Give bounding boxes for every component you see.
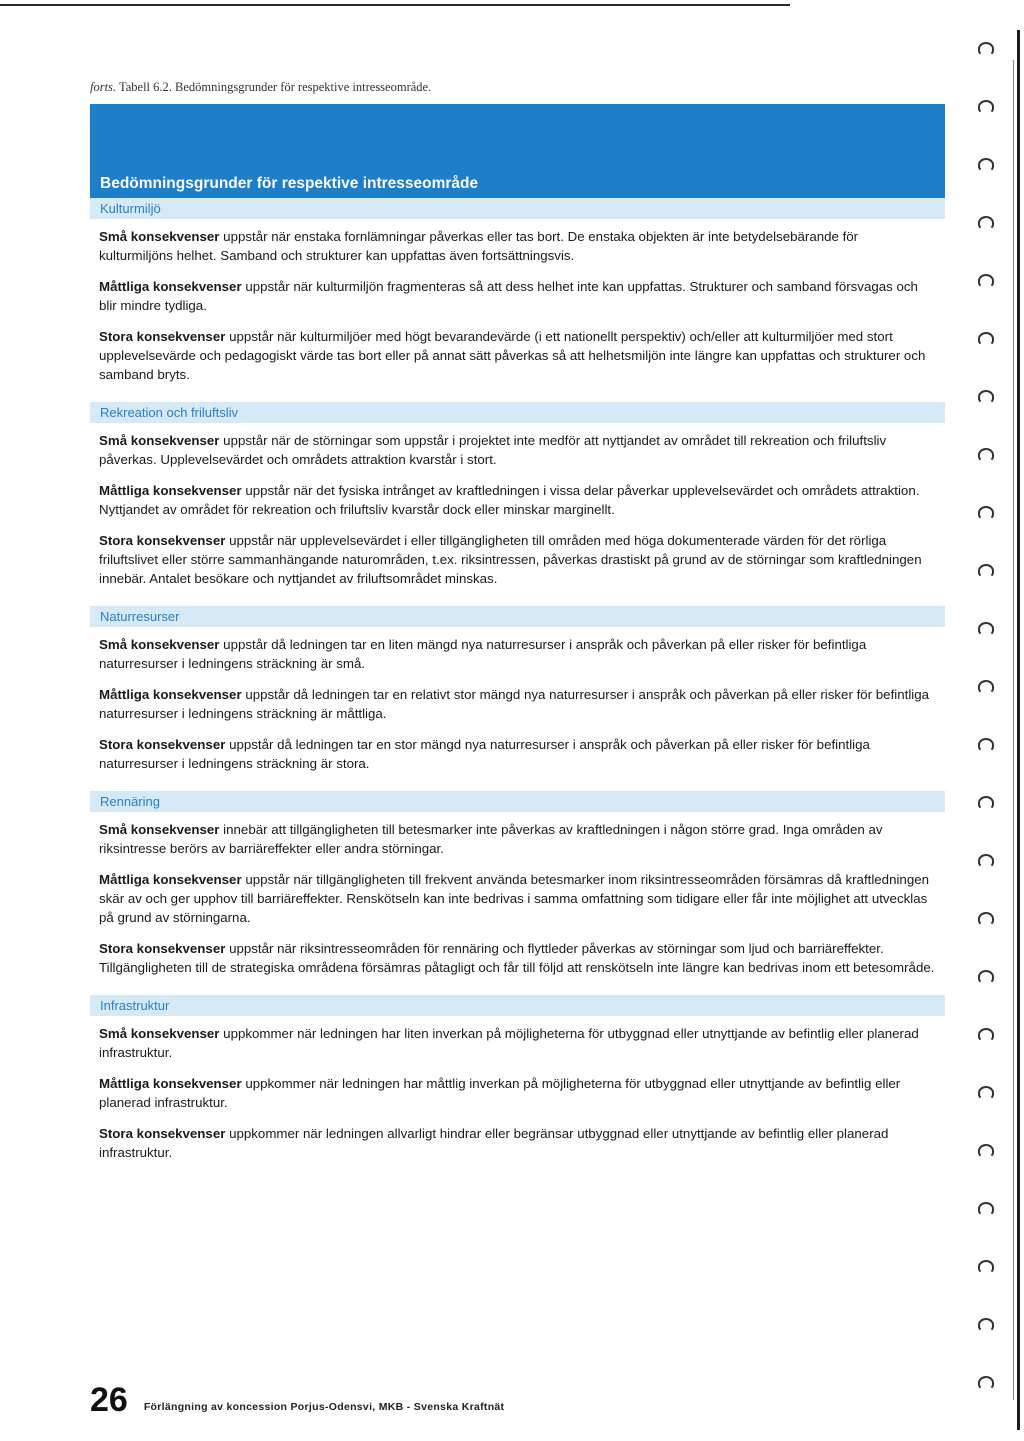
page-footer [90,1377,504,1417]
criteria-paragraph [99,277,935,315]
binding-ring [978,506,994,520]
binding-ring [978,42,994,56]
criteria-paragraph [99,431,935,469]
binding-ring [978,796,994,810]
binding-ring [978,1086,994,1100]
page-edge [1017,30,1020,1430]
section-heading: Naturresurser [90,606,945,627]
criteria-paragraph [99,870,935,927]
binding-ring [978,390,994,404]
spiral-binding [964,0,1024,1441]
binding-ring [978,448,994,462]
consequence-level: Måttliga konsekvenser [99,872,242,887]
criteria-paragraph [99,635,935,673]
section-body [90,1016,945,1180]
criteria-paragraph [99,227,935,265]
top-rule [0,4,790,6]
table-caption [90,80,431,95]
criteria-text: innebär att tillgängligheten till betesmarker inte påverkas av kraftledningen i någon större grad. Inga områden av riksintresse berörs av barriäreffekter eller andra störningar. [99,822,883,856]
consequence-level: Måttliga konsekvenser [99,1076,242,1091]
criteria-text: uppstår när enstaka fornlämningar påverkas eller tas bort. De enstaka objekten är inte betydelsebärande för kulturmiljöns helhet. Samband och strukturer kan uppfattas även fortsättningsvis. [99,229,859,263]
footer-text: Förlängning av koncession Porjus-Odensvi, MKB - Svenska Kraftnät [143,1401,505,1413]
consequence-level: Stora konsekvenser [99,941,226,956]
criteria-paragraph [99,531,935,588]
criteria-paragraph [99,735,935,773]
criteria-text: uppstår när riksintresseområden för rennäring och flyttleder påverkas av störningar som ljud och barriäreffekter. Tillgängligheten till de strategiska områdena försämras påtagligt och får till följd att renskötseln inte längre kan bedrivas inom ett betesområde. [99,941,935,975]
criteria-text: uppkommer när ledningen har liten inverkan på möjligheterna för utbyggnad eller utnyttjande av befintlig eller planerad infrastruktur. [99,1026,919,1060]
consequence-level: Små konsekvenser [99,229,220,244]
consequence-level: Stora konsekvenser [99,737,226,752]
section-body [90,219,945,402]
section-heading: Kulturmiljö [90,198,945,219]
consequence-level: Stora konsekvenser [99,1126,226,1141]
assessment-table [90,104,945,1180]
binding-ring [978,1260,994,1274]
criteria-paragraph [99,327,935,384]
binding-ring [978,622,994,636]
page-number: 26 [90,1381,128,1419]
consequence-level: Måttliga konsekvenser [99,483,242,498]
table-title: Bedömningsgrunder för respektive intresseområde [100,175,479,192]
consequence-level: Stora konsekvenser [99,533,226,548]
criteria-text: uppkommer när ledningen har måttlig inverkan på möjligheterna för utbyggnad eller utnyttjande av befintlig eller planerad infrastruktur. [99,1076,901,1110]
criteria-paragraph [99,939,935,977]
binding-ring [978,738,994,752]
caption-prefix: forts. [90,80,117,94]
criteria-paragraph [99,1074,935,1112]
consequence-level: Små konsekvenser [99,433,220,448]
consequence-level: Måttliga konsekvenser [99,687,242,702]
criteria-paragraph [99,481,935,519]
criteria-paragraph [99,1024,935,1062]
criteria-paragraph [99,685,935,723]
section-body [90,812,945,995]
table-sections [90,198,945,1180]
binding-ring [978,1144,994,1158]
binding-ring [978,1028,994,1042]
section-body [90,423,945,606]
criteria-paragraph [99,820,935,858]
consequence-level: Små konsekvenser [99,1026,220,1041]
binding-ring [978,912,994,926]
binding-ring [978,970,994,984]
binding-ring [978,1202,994,1216]
binding-ring [978,158,994,172]
binding-ring [978,564,994,578]
caption-text: Tabell 6.2. Bedömningsgrunder för respektive intresseområde. [118,80,432,94]
criteria-text: uppstår när det fysiska intrånget av kraftledningen i vissa delar påverkar upplevelsevärdet och områdets attraktion. Nyttjandet av området för rekreation och friluftsliv kvarstår dock eller minskar marginellt. [99,483,920,517]
consequence-level: Stora konsekvenser [99,329,226,344]
section-body [90,627,945,791]
criteria-text: uppkommer när ledningen allvarligt hindrar eller begränsar utbyggnad eller utnyttjande av befintlig eller planerad infrastruktur. [99,1126,889,1160]
criteria-text: uppstår när upplevelsevärdet i eller tillgängligheten till områden med höga dokumenterade värden för det rörliga friluftslivet eller större sammanhängande naturområden, t.ex. riksintressen, påverkas drastiskt på grund av de störningar som kraftledningen innebär. Antalet besökare och nyttjandet av friluftsområdet minskas. [99,533,922,586]
binding-ring [978,1376,994,1390]
binding-ring [978,100,994,114]
section-heading: Infrastruktur [90,995,945,1016]
binding-ring [978,680,994,694]
criteria-text: uppstår när de störningar som uppstår i projektet inte medför att nyttjandet av området till rekreation och friluftsliv påverkas. Upplevelsevärdet och områdets attraktion kvarstår i stort. [99,433,887,467]
criteria-text: uppstår då ledningen tar en stor mängd nya naturresurser i anspråk och påverkan på eller risker för befintliga naturresurser i ledningens sträckning är stora. [99,737,870,771]
binding-ring [978,1318,994,1332]
consequence-level: Måttliga konsekvenser [99,279,242,294]
criteria-text: uppstår när kulturmiljöer med högt bevarandevärde (i ett nationellt perspektiv) och/eller att kulturmiljöer med stort upplevelsevärde och pedagogiskt värde tas bort eller på annat sätt påverkas så att helhetsmiljön inte längre kan uppfattas och strukturer och samband bryts. [99,329,926,382]
criteria-text: uppstår då ledningen tar en relativt stor mängd nya naturresurser i anspråk och påverkan på eller risker för befintliga naturresurser i ledningens sträckning är måttliga. [99,687,930,721]
section-heading: Rekreation och friluftsliv [90,402,945,423]
criteria-text: uppstår när tillgängligheten till frekvent använda betesmarker inom riksintresseområden försämras då kraftledningen skär av och ger upphov till barriäreffekter. Renskötseln kan inte bedrivas i samma omfattning som tidigare eller får inte möjlighet att utvecklas på grund av störningarna. [99,872,930,925]
consequence-level: Små konsekvenser [99,822,220,837]
binding-ring [978,274,994,288]
section-heading: Rennäring [90,791,945,812]
binding-ring [978,216,994,230]
binding-ring [978,332,994,346]
binding-ring [978,854,994,868]
table-header [90,104,945,198]
criteria-text: uppstår när kulturmiljön fragmenteras så att dess helhet inte kan uppfattas. Strukturer och samband försvagas och blir mindre tydliga. [99,279,918,313]
criteria-paragraph [99,1124,935,1162]
page-edge-inner [1013,60,1014,1400]
criteria-text: uppstår då ledningen tar en liten mängd nya naturresurser i anspråk och påverkan på eller risker för befintliga naturresurser i ledningens sträckning är små. [99,637,867,671]
consequence-level: Små konsekvenser [99,637,220,652]
